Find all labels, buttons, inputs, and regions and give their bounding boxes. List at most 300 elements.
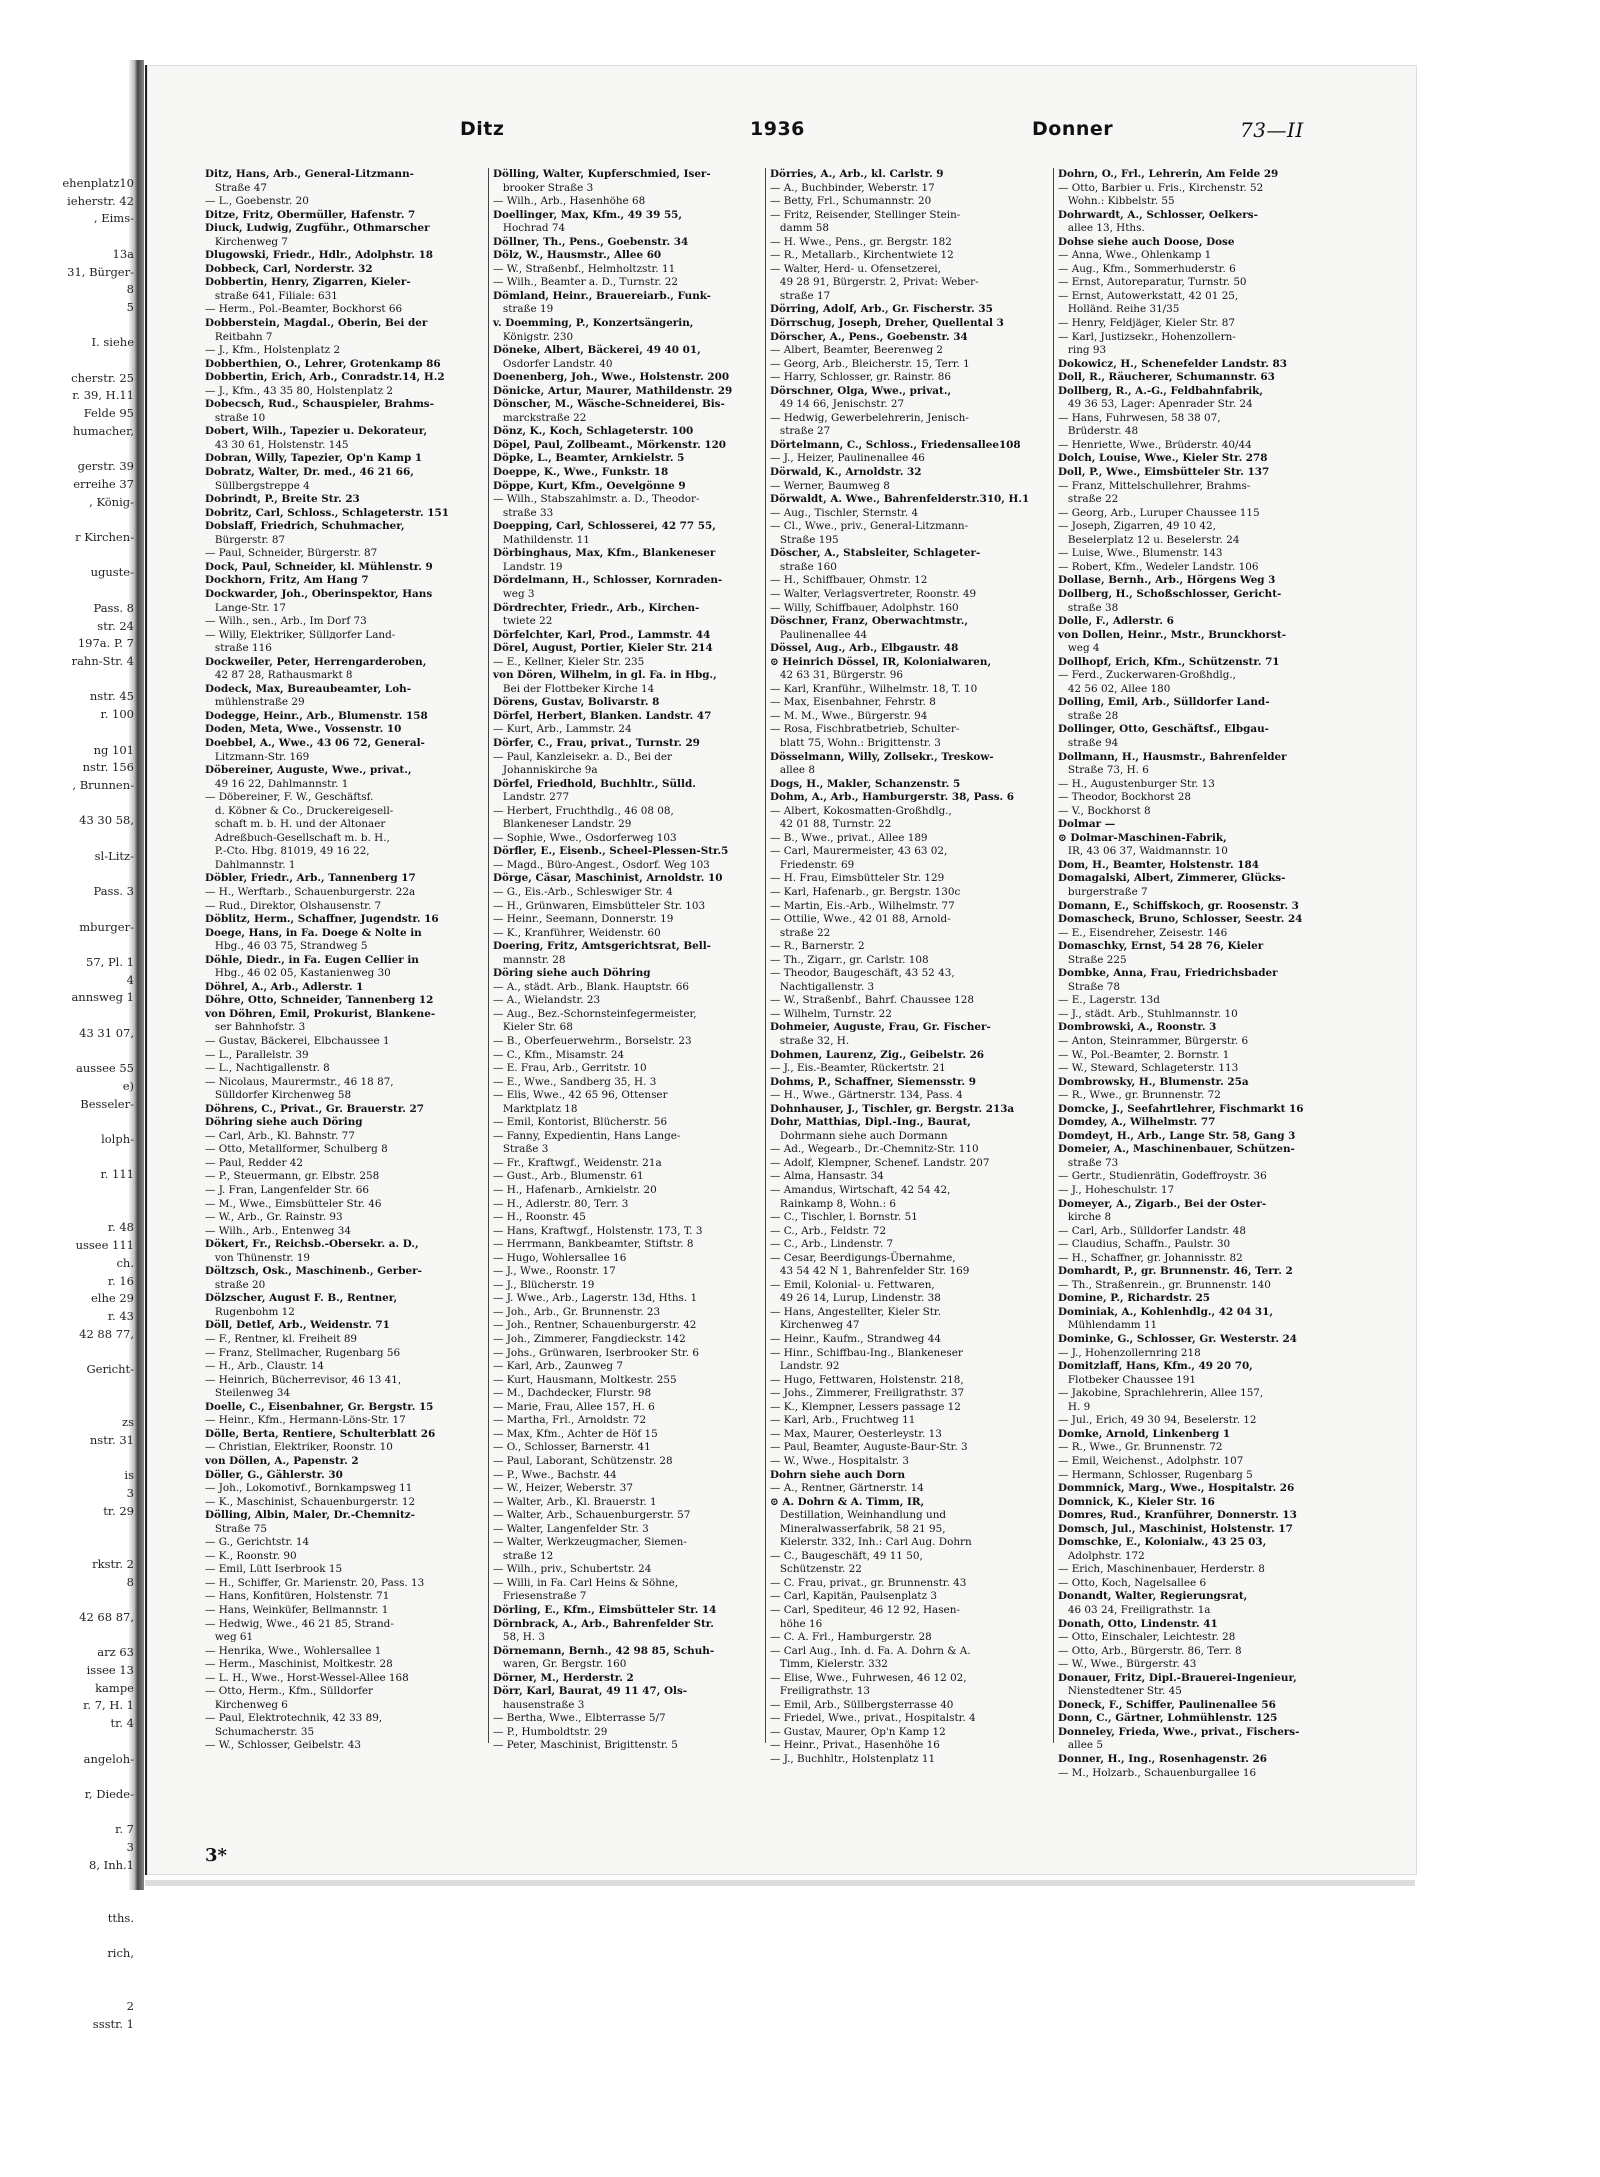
directory-entry-line: 42 01 88, Turnstr. 22 (770, 818, 892, 831)
directory-entry-line: — H., Werftarb., Schauenburgerstr. 22a (205, 885, 416, 898)
directory-entry-line: — Karl, Arb., Fruchtweg 11 (770, 1414, 916, 1427)
directory-entry-line: Paulinenallee 44 (770, 628, 868, 641)
margin-fragment (0, 1520, 140, 1538)
margin-fragment: Pass. 3 (93, 884, 134, 899)
directory-entry-line: Kirchenweg 47 (770, 1319, 860, 1332)
margin-fragment: r. 7, H. 1 (83, 1698, 134, 1713)
directory-entry-line: höhe 16 (770, 1617, 823, 1630)
directory-entry-line: Straße 225 (1058, 953, 1127, 966)
directory-entry-line: Döring siehe auch Döhring (493, 967, 651, 980)
directory-entry-line: — Ad., Wegearb., Dr.-Chemnitz-Str. 110 (770, 1143, 979, 1156)
directory-entry-line: Domaschky, Ernst, 54 28 76, Kieler (1058, 940, 1264, 953)
directory-entry-line: — L., Parallelstr. 39 (205, 1048, 309, 1061)
signature-mark: 3* (205, 1845, 227, 1866)
directory-entry-line: Dobberstein, Magdal., Oberin, Bei der (205, 317, 428, 330)
directory-entry-line: — Otto, Koch, Nagelsallee 6 (1058, 1576, 1207, 1589)
directory-entry-line: — H., Wwe., Gärtnerstr. 134, Pass. 4 (770, 1089, 963, 1102)
directory-entry-line: — C., Arb., Feldstr. 72 (770, 1224, 887, 1237)
directory-entry-line: straße 28 (1058, 709, 1119, 722)
directory-entry-line: Friedenstr. 69 (770, 858, 855, 871)
directory-entry-line: schaft m. b. H. und der Altonaer (205, 818, 386, 831)
directory-entry-line: — Paul, Redder 42 (205, 1156, 303, 1169)
margin-fragment: tths. (107, 1910, 134, 1925)
margin-fragment: r. 43 (107, 1309, 134, 1323)
directory-entry-line: Dössel, Aug., Arb., Elbgaustr. 48 (770, 642, 959, 655)
margin-fragment (0, 1627, 140, 1645)
directory-entry-line: — Heinr., Seemann, Donnerstr. 19 (493, 913, 674, 926)
directory-entry-line: — Willy, Schiffbauer, Adolphstr. 160 (770, 601, 959, 614)
margin-fragment (0, 1202, 140, 1220)
directory-entry-line: — Henry, Feldjäger, Kieler Str. 87 (1058, 317, 1235, 330)
directory-entry-line: Domres, Rud., Kranführer, Donnerstr. 13 (1058, 1509, 1297, 1522)
directory-entry-line: weg 4 (1058, 642, 1100, 655)
directory-entry-line: Dobecsch, Rud., Schauspieler, Brahms- (205, 398, 434, 411)
margin-fragment (0, 901, 140, 919)
directory-entry-line: — J., Hoheschulstr. 17 (1058, 1184, 1175, 1197)
directory-entry-line: Dörschner, Olga, Wwe., privat., (770, 384, 952, 397)
margin-fragment: r. 48 (107, 1220, 134, 1235)
directory-entry-line: — Max, Eisenbahner, Fehrstr. 8 (770, 696, 936, 709)
directory-entry-line: Dlugowski, Friedr., Hdlr., Adolphstr. 18 (205, 249, 434, 262)
directory-entry-line: Dölling, Walter, Kupferschmied, Iser- (493, 168, 711, 180)
directory-entry-line: — Otto, Einschaler, Leichtestr. 28 (1058, 1631, 1236, 1644)
directory-entry-line: — L., Nachtigallenstr. 8 (205, 1062, 330, 1075)
directory-entry-line: Friesenstraße 7 (493, 1590, 587, 1603)
directory-entry-line: Dohrwardt, A., Schlosser, Oelkers- (1058, 208, 1258, 221)
margin-fragment: 8 (126, 1574, 134, 1589)
directory-entry-line: — Rosa, Fischbratbetrieb, Schulter- (770, 723, 960, 736)
directory-entry-line: — Sophie, Wwe., Osdorferweg 103 (493, 831, 677, 844)
directory-entry-line: Döscher, A., Stabsleiter, Schlageter- (770, 547, 981, 560)
directory-entry-line: — Albert, Beamter, Beerenweg 2 (770, 344, 944, 357)
directory-entry-line: mannstr. 28 (493, 953, 566, 966)
directory-entry-line: 49 36 53, Lager: Apenrader Str. 24 (1058, 398, 1253, 411)
directory-entry-line: — Martha, Frl., Arnoldstr. 72 (493, 1414, 647, 1427)
margin-fragment (0, 1963, 140, 1981)
margin-fragment: e) (122, 1078, 134, 1093)
directory-entry-line: — Carl, Spediteur, 46 12 92, Hasen- (770, 1603, 960, 1616)
directory-entry-line: — M. M., Wwe., Bürgerstr. 94 (770, 709, 928, 722)
directory-entry-line: Donauer, Fritz, Dipl.-Brauerei-Ingenieur, (1058, 1671, 1297, 1684)
directory-entry-line: — Robert, Kfm., Wedeler Landstr. 106 (1058, 560, 1259, 573)
margin-fragment (0, 1042, 140, 1060)
directory-entry-line: — E., Eisendreher, Zeisestr. 146 (1058, 926, 1228, 939)
directory-entry-line: von Döhren, Emil, Prokurist, Blankene- (205, 1007, 436, 1020)
directory-entry-line: — Karl, Arb., Zaunweg 7 (493, 1360, 623, 1373)
directory-entry-line: — Otto, Metallformer, Schulberg 8 (205, 1143, 388, 1156)
directory-entry-line: Dohse siehe auch Doose, Dose (1058, 235, 1235, 248)
directory-entry-line: IR, 43 06 37, Waidmannstr. 10 (1058, 845, 1228, 858)
directory-entry-line: Kirchenweg 7 (205, 235, 288, 248)
directory-entry-line: Dokowicz, H., Schenefelder Landstr. 83 (1058, 357, 1287, 370)
margin-fragment: tr. 4 (110, 1716, 134, 1731)
directory-entry-line: Osdorfer Landstr. 40 (493, 357, 613, 370)
directory-entry-line: Süllbergstreppe 4 (205, 479, 310, 492)
directory-entry-line: — Max, Kfm., Achter de Höf 15 (493, 1427, 658, 1440)
margin-fragment: humacher, (72, 423, 134, 438)
directory-entry-line: Doll, P., Wwe., Eimsbütteler Str. 137 (1058, 466, 1270, 479)
directory-entry-line: Dock, Paul, Schneider, kl. Mühlenstr. 9 (205, 560, 433, 573)
directory-entry-line: — H., Hafenarb., Arnkielstr. 20 (493, 1184, 657, 1197)
margin-fragment (0, 865, 140, 883)
directory-entry-line: — Fanny, Expedientin, Hans Lange- (493, 1129, 681, 1142)
margin-fragment: r. 39, H.11 (72, 388, 134, 403)
directory-entry-line: Domascheck, Bruno, Schlosser, Seestr. 24 (1058, 913, 1303, 926)
directory-entry-line: Donn, C., Gärtner, Lohmühlenstr. 125 (1058, 1712, 1278, 1725)
directory-entry-line: — R., Wwe., gr. Brunnenstr. 72 (1058, 1089, 1221, 1102)
margin-fragment: , Brunnen- (72, 777, 134, 792)
directory-entry-line: — Aug., Tischler, Sternstr. 4 (770, 506, 919, 519)
directory-entry-line: — Aug., Kfm., Sommerhuderstr. 6 (1058, 262, 1236, 275)
directory-entry-line: Dolling, Emil, Arb., Sülldorfer Land- (1058, 696, 1270, 709)
directory-entry-line: Dockweiler, Peter, Herrengarderoben, (205, 655, 427, 668)
directory-entry-line: Dörring, Adolf, Arb., Gr. Fischerstr. 35 (770, 303, 993, 316)
directory-entry-line: — Herm., Pol.-Beamter, Bockhorst 66 (205, 303, 403, 316)
directory-entry-line: — Willi, in Fa. Carl Heins & Söhne, (493, 1576, 679, 1589)
directory-entry-line: straße 38 (1058, 601, 1119, 614)
directory-entry-line: — Walter, Langenfelder Str. 3 (493, 1522, 649, 1535)
margin-fragment: annsweg 1 (71, 990, 134, 1005)
directory-entry-line: — Martin, Eis.-Arb., Wilhelmstr. 77 (770, 899, 955, 912)
directory-entry-line: — W., Pol.-Beamter, 2. Bornstr. 1 (1058, 1048, 1230, 1061)
directory-entry-line: — Johs., Grünwaren, Iserbrooker Str. 6 (493, 1346, 699, 1359)
directory-entry-line: — W., Steward, Schlageterstr. 113 (1058, 1062, 1239, 1075)
directory-entry-line: Dollmann, H., Hausmstr., Bahrenfelder (1058, 750, 1287, 763)
directory-entry-line: H. 9 (1058, 1400, 1091, 1413)
directory-entry-line: Domnick, K., Kieler Str. 16 (1058, 1495, 1215, 1508)
directory-entry-line: Dohr, Matthias, Dipl.-Ing., Baurat, (770, 1116, 971, 1129)
directory-entry-line: mühlenstraße 29 (205, 696, 305, 709)
directory-entry-line: — Otto, Arb., Bürgerstr. 86, Terr. 8 (1058, 1644, 1242, 1657)
margin-fragment: , Eims- (93, 211, 134, 226)
directory-entry-line: — J. Fran, Langenfelder Str. 66 (205, 1184, 369, 1197)
margin-fragment (0, 1113, 140, 1131)
margin-fragment: arz 63 (97, 1645, 134, 1660)
directory-entry-line: Doelle, C., Eisenbahner, Gr. Bergstr. 15 (205, 1400, 434, 1413)
directory-entry-line: Dörwald, K., Arnoldstr. 32 (770, 466, 922, 479)
directory-entry-line: — Fritz, Reisender, Stellinger Stein- (770, 208, 961, 221)
directory-entry-line: — R., Metallarb., Kirchentwiete 12 (770, 249, 954, 262)
directory-entry-line: Rugenbohm 12 (205, 1305, 295, 1318)
directory-entry-line: — Gustav, Bäckerei, Elbchaussee 1 (205, 1035, 390, 1047)
previous-page-margin (0, 175, 140, 2032)
directory-entry-line: — F., Rentner, kl. Freiheit 89 (205, 1333, 358, 1346)
margin-fragment: gerstr. 39 (77, 459, 134, 474)
directory-entry-line: — Joh., Rentner, Schauenburgerstr. 42 (493, 1319, 697, 1332)
directory-entry-line: Landstr. 277 (493, 791, 570, 804)
directory-entry-line: — Döbereiner, F. W., Geschäftsf. (205, 791, 374, 804)
directory-entry-line: — Albert, Kokosmatten-Großhdlg., (770, 804, 952, 817)
margin-fragment: 31, Bürger- (67, 264, 134, 279)
margin-fragment: uguste- (90, 565, 134, 580)
directory-entry-line: — Herm., Maschinist, Moltkestr. 28 (205, 1658, 393, 1671)
directory-entry-line: Döhrel, A., Arb., Adlerstr. 1 (205, 980, 364, 993)
directory-entry-line: — W., Schlosser, Geibelstr. 43 (205, 1739, 361, 1752)
directory-entry-line: — Theodor, Baugeschäft, 43 52 43, (770, 967, 955, 980)
header-left-name: Ditz (460, 118, 505, 140)
directory-entry-line: Dodeck, Max, Bureaubeamter, Loh- (205, 682, 412, 695)
directory-entry-line: — W., Heizer, Weberstr. 37 (493, 1482, 633, 1495)
directory-entry-line: Döbler, Friedr., Arb., Tannenberg 17 (205, 872, 416, 885)
directory-entry-line: — Peter, Maschinist, Brigittenstr. 5 (493, 1739, 678, 1752)
margin-fragment: r Kirchen- (75, 530, 134, 545)
directory-entry-line: — R., Barnerstr. 2 (770, 940, 865, 953)
directory-entry-line: — O., Schlosser, Barnerstr. 41 (493, 1441, 651, 1454)
directory-entry-line: Straße 75 (205, 1522, 267, 1535)
directory-entry-line: — Marie, Frau, Allee 157, H. 6 (493, 1400, 655, 1413)
directory-entry-line: — Carl, Arb., Sülldorfer Landstr. 48 (1058, 1224, 1246, 1237)
margin-fragment: r. 16 (107, 1273, 134, 1288)
margin-fragment (0, 1875, 140, 1893)
directory-entry-line: Dörries, A., Arb., kl. Carlstr. 9 (770, 168, 944, 180)
directory-entry-line: — L. H., Wwe., Horst-Wessel-Allee 168 (205, 1671, 409, 1684)
directory-entry-line: Beselerplatz 12 u. Beselerstr. 24 (1058, 533, 1240, 546)
directory-entry-line: — Hugo, Wohlersallee 16 (493, 1251, 627, 1264)
directory-entry-line: Dominiak, A., Kohlenhdlg., 42 04 31, (1058, 1305, 1273, 1318)
margin-fragment: str. 24 (97, 618, 134, 633)
directory-entry-line: — J., Blücherstr. 19 (493, 1278, 595, 1291)
directory-entry-line: — J., Heizer, Paulinenallee 46 (770, 452, 925, 465)
directory-entry-line: Döschner, Franz, Oberwachtmstr., (770, 615, 969, 628)
margin-fragment (0, 830, 140, 848)
directory-entry-line: — Paul, Elektrotechnik, 42 33 89, (205, 1712, 383, 1725)
directory-entry-line: — A., Buchbinder, Weberstr. 17 (770, 181, 935, 194)
directory-entry-line: Doneck, F., Schiffer, Paulinenallee 56 (1058, 1698, 1276, 1711)
directory-entry-line: Dohm, A., Arb., Hamburgerstr. 38, Pass. 6 (770, 791, 1015, 804)
margin-fragment: erreihe 37 (73, 476, 134, 491)
directory-entry-line: — H., Roonstr. 45 (493, 1211, 586, 1224)
directory-entry-line: — Magd., Büro-Angest., Osdorf. Weg 103 (493, 858, 710, 871)
margin-fragment: Felde 95 (83, 406, 134, 421)
directory-entry-line: Hbg., 46 03 75, Strandweg 5 (205, 940, 368, 953)
directory-entry-line: Dohrn, O., Frl., Lehrerin, Am Felde 29 (1058, 168, 1279, 180)
directory-entry-line: — J., Hohenzollernring 218 (1058, 1346, 1201, 1359)
directory-entry-line: Dobberthien, O., Lehrer, Grotenkamp 86 (205, 357, 441, 370)
directory-entry-line: Kieler Str. 68 (493, 1021, 573, 1034)
directory-entry-line: Doll, R., Räucherer, Schumannstr. 63 (1058, 371, 1275, 384)
directory-entry-line: — W., Wwe., Hospitalstr. 3 (770, 1454, 909, 1467)
directory-entry-line: — C. A. Frl., Hamburgerstr. 28 (770, 1631, 932, 1644)
directory-entry-line: — Wilh., Beamter a. D., Turnstr. 22 (493, 276, 678, 289)
directory-entry-line: Bei der Flottbeker Kirche 14 (493, 682, 655, 695)
directory-entry-line: — Th., Zigarr., gr. Carlstr. 108 (770, 953, 929, 966)
directory-entry-line: — A., städt. Arb., Blank. Hauptstr. 66 (493, 980, 689, 993)
directory-entry-line: Dollase, Bernh., Arb., Hörgens Weg 3 (1058, 574, 1276, 587)
directory-entry-line: Litzmann-Str. 169 (205, 750, 310, 763)
directory-entry-line: — Erich, Maschinenbauer, Herderstr. 8 (1058, 1563, 1265, 1576)
margin-fragment: nstr. 45 (89, 689, 134, 704)
margin-fragment: 3 (126, 1486, 134, 1501)
margin-fragment: 57, Pl. 1 (86, 954, 134, 969)
directory-entry-line: — H., Schiffer, Gr. Marienstr. 20, Pass. 13 (205, 1576, 425, 1589)
directory-entry-line: Dodegge, Heinr., Arb., Blumenstr. 158 (205, 709, 428, 722)
margin-fragment (0, 1591, 140, 1609)
margin-fragment: rahn-Str. 4 (71, 653, 134, 668)
directory-entry-line: Dörnbrack, A., Arb., Bahrenfelder Str. (493, 1617, 714, 1630)
directory-entry-line: — P., Steuermann, gr. Elbstr. 258 (205, 1170, 380, 1183)
directory-entry-line: Dolle, F., Adlerstr. 6 (1058, 615, 1174, 628)
directory-entry-line: — W., Wwe., Bürgerstr. 43 (1058, 1658, 1197, 1671)
margin-fragment: sl-Litz- (94, 848, 134, 863)
directory-entry-line: — Paul, Laborant, Schützenstr. 28 (493, 1454, 673, 1467)
directory-entry-line: — Carl, Kapitän, Paulsenplatz 3 (770, 1590, 937, 1603)
directory-entry-line: Rainkamp 8, Wohn.: 6 (770, 1197, 897, 1210)
directory-entry-line: Mineralwasserfabrik, 58 21 95, (770, 1522, 946, 1535)
directory-entry-line: von Thünenstr. 19 (205, 1251, 311, 1264)
page-header (200, 118, 1340, 158)
margin-fragment (0, 1928, 140, 1946)
directory-entry-line: Freiligrathstr. 13 (770, 1685, 871, 1698)
margin-fragment: 13a (112, 246, 134, 261)
directory-entry-line: — H. Wwe., Pens., gr. Bergstr. 182 (770, 235, 952, 248)
directory-entry-line: Dölz, W., Hausmstr., Allee 60 (493, 249, 662, 262)
directory-column-1 (205, 168, 487, 1868)
margin-fragment (0, 1733, 140, 1751)
directory-entry-line: 49 28 91, Bürgerstr. 2, Privat: Weber- (770, 276, 979, 289)
directory-entry-line: — M., Wwe., Eimsbütteler Str. 46 (205, 1197, 382, 1210)
directory-entry-line: — Hans, Kraftwgf., Holstenstr. 173, T. 3 (493, 1224, 703, 1237)
margin-fragment: nstr. 31 (89, 1432, 134, 1447)
margin-fragment (0, 936, 140, 954)
margin-fragment: ussee 111 (75, 1238, 134, 1253)
directory-entry-line: Dolmar — (1058, 818, 1116, 831)
margin-fragment: 8 (126, 282, 134, 297)
directory-entry-line: — Hugo, Fettwaren, Holstenstr. 218, (770, 1373, 964, 1386)
directory-entry-line: — Joh., Zimmerer, Fangdieckstr. 142 (493, 1333, 686, 1346)
directory-entry-line: — Wilh., Arb., Entenweg 34 (205, 1224, 351, 1237)
directory-entry-line: Domke, Arnold, Linkenberg 1 (1058, 1427, 1231, 1440)
directory-entry-line: Domann, E., Schiffskoch, gr. Roosenstr. 3 (1058, 899, 1299, 912)
directory-entry-line: — Heinrich, Bücherrevisor, 46 13 41, (205, 1373, 402, 1386)
directory-entry-line: straße 17 (770, 289, 831, 302)
directory-entry-line: — H., Arb., Claustr. 14 (205, 1360, 325, 1373)
margin-fragment: 197a. P. 7 (77, 636, 134, 651)
directory-entry-line: — Walter, Arb., Kl. Brauerstr. 1 (493, 1495, 657, 1508)
directory-entry-line: weg 3 (493, 587, 535, 600)
directory-entry-line: — Hinr., Schiffbau-Ing., Blankeneser (770, 1346, 963, 1359)
directory-entry-line: — B., Wwe., privat., Allee 189 (770, 831, 928, 844)
margin-fragment: 3 (126, 1840, 134, 1855)
margin-fragment: is (124, 1468, 134, 1483)
directory-entry-line: blatt 75, Wohn.: Brigittenstr. 3 (770, 736, 941, 749)
directory-entry-line: Holländ. Reihe 31/35 (1058, 303, 1180, 316)
directory-entry-line: Straße 3 (493, 1143, 549, 1156)
directory-entry-line: Dölling, Albin, Maler, Dr.-Chemnitz- (205, 1509, 415, 1522)
directory-entry-line: — B., Oberfeuerwehrm., Borselstr. 23 (493, 1035, 692, 1047)
directory-entry-line: Doege, Hans, in Fa. Doege & Nolte in (205, 926, 422, 939)
directory-entry-line: burgerstraße 7 (1058, 885, 1148, 898)
directory-entry-line: Dörwaldt, A. Wwe., Bahrenfelderstr.310, H.1 (770, 493, 1030, 506)
margin-fragment: Besseler- (80, 1096, 134, 1111)
margin-fragment: ehenplatz10 (62, 176, 134, 190)
margin-fragment: Pass. 8 (93, 600, 134, 615)
margin-fragment (0, 441, 140, 459)
directory-entry-line: — Ernst, Autowerkstatt, 42 01 25, (1058, 289, 1239, 302)
margin-fragment: ch. (116, 1255, 134, 1270)
directory-entry-line: — M., Dachdecker, Flurstr. 98 (493, 1387, 652, 1400)
directory-entry-line: — K., Klempner, Lessers passage 12 (770, 1400, 961, 1413)
directory-entry-line: — L., Goebenstr. 20 (205, 195, 309, 208)
directory-entry-line: — Elis, Wwe., 42 65 96, Ottenser (493, 1089, 668, 1102)
directory-entry-line: — Harry, Schlosser, gr. Rainstr. 86 (770, 371, 951, 384)
directory-entry-line: Adreßbuch-Gesellschaft m. b. H., (205, 831, 390, 844)
directory-entry-line: Schützenstr. 22 (770, 1563, 862, 1576)
margin-fragment (0, 1538, 140, 1556)
margin-fragment: r, Diede- (84, 1786, 134, 1801)
directory-entry-line: 46 03 24, Freiligrathstr. 1a (1058, 1603, 1211, 1616)
directory-entry-line: Doebbel, A., Wwe., 43 06 72, General- (205, 736, 425, 749)
directory-entry-line: straße 32, H. (770, 1035, 850, 1047)
directory-entry-line: straße 22 (1058, 493, 1119, 506)
directory-entry-line: — Herbert, Fruchthdlg., 46 08 08, (493, 804, 674, 817)
directory-entry-line: Landstr. 92 (770, 1360, 840, 1373)
margin-fragment (0, 1804, 140, 1822)
directory-entry-line: — H., Augustenburger Str. 13 (1058, 777, 1215, 790)
directory-entry-line: — Otto, Barbier u. Fris., Kirchenstr. 52 (1058, 181, 1264, 194)
margin-fragment (0, 1892, 140, 1910)
directory-entry-line: allee 5 (1058, 1739, 1103, 1752)
directory-entry-line: — Carl, Arb., Kl. Bahnstr. 77 (205, 1129, 355, 1142)
directory-entry-line: — H., Schaffner, gr. Johannisstr. 82 (1058, 1251, 1243, 1264)
directory-entry-line: — Theodor, Bockhorst 28 (1058, 791, 1192, 804)
directory-entry-line: Döhrens, C., Privat., Gr. Brauerstr. 27 (205, 1102, 424, 1115)
margin-fragment: 2 (126, 1999, 134, 2014)
directory-entry-line: — H., Schiffbauer, Ohmstr. 12 (770, 574, 928, 587)
directory-entry-line: — W., Straßenbf., Helmholtzstr. 11 (493, 262, 676, 275)
margin-fragment (0, 1768, 140, 1786)
directory-entry-line: Sülldorfer Kirchenweg 58 (205, 1089, 352, 1102)
directory-entry-line: Dombrowski, A., Roonstr. 3 (1058, 1021, 1217, 1034)
directory-entry-line: — Joh., Arb., Gr. Brunnenstr. 23 (493, 1305, 661, 1318)
directory-entry-line: ring 93 (1058, 344, 1107, 357)
directory-column-3 (770, 168, 1052, 1868)
directory-entry-line: — Georg, Arb., Luruper Chaussee 115 (1058, 506, 1260, 519)
directory-entry-line: — Paul, Beamter, Auguste-Baur-Str. 3 (770, 1441, 968, 1454)
directory-entry-line: Döller, G., Gählerstr. 30 (205, 1468, 343, 1481)
directory-entry-line: Dölle, Berta, Rentiere, Schulterblatt 26 (205, 1427, 436, 1440)
directory-entry-line: Döpel, Paul, Zollbeamt., Mörkenstr. 120 (493, 438, 727, 451)
directory-entry-line: — Franz, Mittelschullehrer, Brahms- (1058, 479, 1251, 492)
directory-entry-line: straße 94 (1058, 736, 1119, 749)
directory-entry-line: straße 10 (205, 411, 266, 424)
directory-entry-line: Dobritz, Carl, Schloss., Schlageterstr. 151 (205, 506, 449, 519)
directory-entry-line: Domdeyt, H., Arb., Lange Str. 58, Gang 3 (1058, 1129, 1296, 1142)
directory-entry-line: ser Bahnhofstr. 3 (205, 1021, 306, 1034)
directory-entry-line: — Aug., Bez.-Schornsteinfegermeister, (493, 1007, 697, 1020)
directory-entry-line: Dörfel, Herbert, Blanken. Landstr. 47 (493, 709, 712, 722)
directory-entry-line: damm 58 (770, 222, 829, 235)
directory-entry-line: Königstr. 230 (493, 330, 574, 343)
directory-entry-line: — C., Baugeschäft, 49 11 50, (770, 1549, 923, 1562)
directory-entry-line: — Walter, Arb., Schauenburgerstr. 57 (493, 1509, 691, 1522)
directory-entry-line: Ditz, Hans, Arb., General-Litzmann- (205, 168, 414, 180)
margin-fragment: Gericht- (86, 1362, 134, 1377)
directory-entry-line: — Franz, Stellmacher, Rugenbarg 56 (205, 1346, 401, 1359)
directory-entry-line: straße 33 (493, 506, 554, 519)
directory-entry-line: — J., Buchhltr., Holstenplatz 11 (770, 1752, 936, 1765)
directory-entry-line: marckstraße 22 (493, 411, 587, 424)
directory-entry-line: — Nicolaus, Maurermstr., 46 18 87, (205, 1075, 394, 1088)
directory-entry-line: Dönz, K., Koch, Schlageterstr. 100 (493, 425, 694, 438)
directory-entry-line: 42 87 28, Rathausmarkt 8 (205, 669, 353, 682)
directory-entry-line: 49 26 14, Lurup, Lindenstr. 38 (770, 1292, 941, 1305)
directory-entry-line: — C., Arb., Lindenstr. 7 (770, 1238, 894, 1251)
directory-entry-line: 43 54 42 N 1, Bahrenfelder Str. 169 (770, 1265, 970, 1278)
directory-entry-line: Dobbertin, Henry, Zigarren, Kieler- (205, 276, 411, 289)
directory-entry-line: Dönscher, M., Wäsche-Schneiderei, Bis- (493, 398, 725, 411)
directory-entry-line: Doeppe, K., Wwe., Funkstr. 18 (493, 466, 669, 479)
directory-entry-line: Brüderstr. 48 (1058, 425, 1139, 438)
